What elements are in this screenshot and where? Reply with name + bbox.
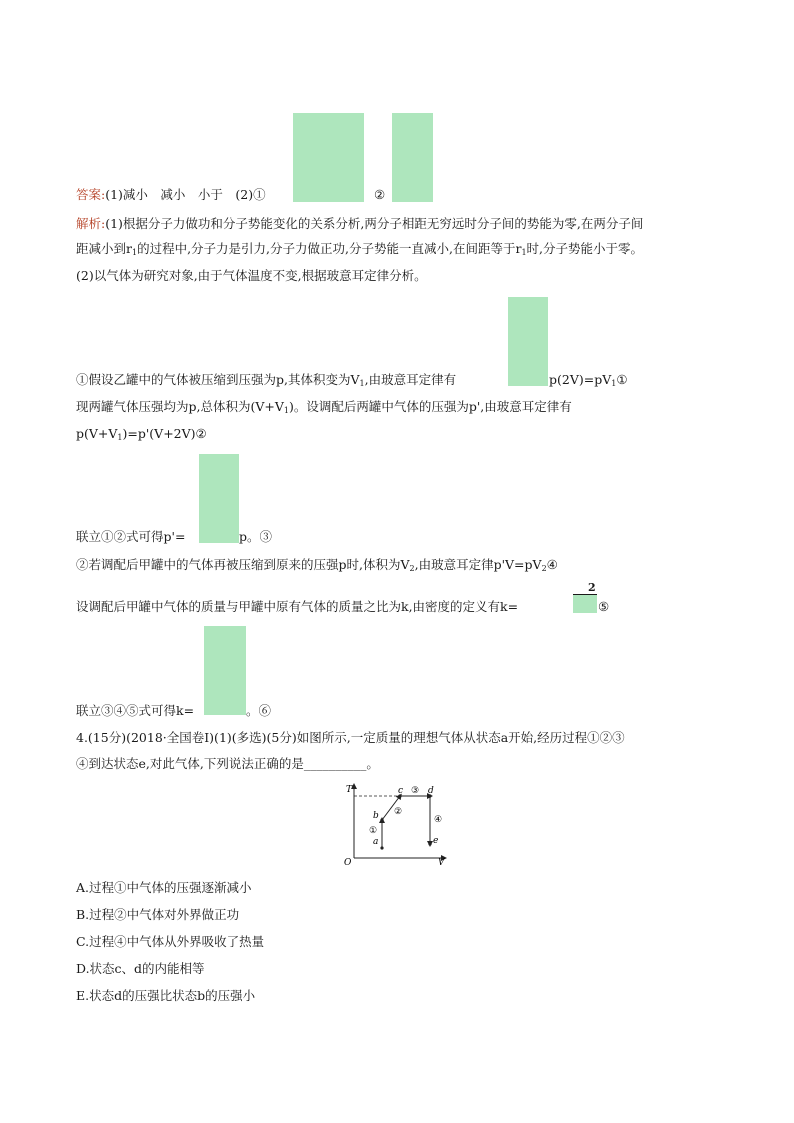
fraction-bar — [573, 594, 597, 595]
formula-image-4 — [199, 454, 239, 543]
option-d: D.状态c、d的内能相等 — [76, 961, 205, 976]
step-4: 联立①②式可得p'= — [76, 529, 186, 544]
step-7-tail: 。⑥ — [246, 703, 272, 718]
question-line-2: ④到达状态e,对此气体,下列说法正确的是__________。 — [76, 756, 379, 771]
step-7: 联立③④⑤式可得k= — [76, 703, 195, 718]
answer-label: 答案: — [76, 187, 106, 202]
answer-line — [76, 187, 266, 203]
answer-text: (1)减小 减小 小于 (2)① — [105, 187, 266, 202]
formula-image-5 — [573, 594, 597, 613]
formula-image-3 — [508, 297, 548, 386]
label-process-4: ④ — [434, 815, 443, 825]
step-6-tail: ⑤ — [598, 599, 610, 614]
formula-image-6 — [204, 626, 246, 715]
point-e: e — [433, 836, 439, 846]
answer-second-mark: ② — [374, 187, 386, 202]
step-1-tail: $p(2V)=pV_1①$ — [549, 372, 628, 388]
option-b: B.过程②中气体对外界做正功 — [76, 907, 240, 922]
step-4-tail: p。③ — [239, 529, 273, 544]
tv-diagram — [340, 782, 450, 866]
label-process-2: ② — [394, 807, 403, 817]
option-c: C.过程④中气体从外界吸收了热量 — [76, 934, 265, 949]
analysis-label: 解析: — [76, 216, 106, 231]
step-5: ②若调配后甲罐中的气体再被压缩到原来的压强p时,体积为$V_2$,由玻意耳定律$p'V=pV_2④$ — [76, 557, 558, 573]
origin-label: O — [344, 858, 352, 866]
point-a: a — [373, 837, 379, 847]
step-3: $p(V+V_1)=p'(V+2V)②$ — [76, 426, 207, 442]
question-line-1: 4.(15分)(2018·全国卷Ⅰ)(1)(多选)(5分)如图所示,一定质量的理想气体从状态a开始,经历过程①②③ — [76, 730, 625, 745]
axis-x-label: V — [438, 858, 445, 866]
point-b: b — [373, 811, 379, 821]
analysis-line-2: 距减小到$r_1$的过程中,分子力是引力,分子力做正功,分子势能一直减小,在间距等于$r_1$时,分子势能小于零。 — [76, 241, 644, 257]
analysis-line-3: (2)以气体为研究对象,由于气体温度不变,根据玻意耳定律分析。 — [76, 268, 427, 283]
axis-y-label: T — [346, 785, 353, 795]
formula-image-1 — [293, 113, 364, 202]
label-process-3: ③ — [411, 786, 420, 796]
point-c: c — [398, 786, 404, 796]
step-1: ①假设乙罐中的气体被压缩到压强为p,其体积变为$V_1$,由玻意耳定律有 — [76, 372, 457, 388]
point-d: d — [428, 786, 434, 796]
option-e: E.状态d的压强比状态b的压强小 — [76, 988, 256, 1003]
label-process-1: ① — [369, 826, 378, 836]
step-6: 设调配后甲罐中气体的质量与甲罐中原有气体的质量之比为k,由密度的定义有k= — [76, 599, 519, 614]
analysis-line-1: 解析:(1)根据分子力做功和分子势能变化的关系分析,两分子相距无穷远时分子间的势能为零,在两分子间 — [76, 216, 644, 231]
fraction-numerator: 2 — [588, 581, 596, 594]
option-a: A.过程①中气体的压强逐渐减小 — [76, 880, 252, 895]
formula-image-2 — [392, 113, 433, 202]
step-2: 现两罐气体压强均为p,总体积为$(V+V_1)$。设调配后两罐中气体的压强为p',由玻意耳定律有 — [76, 399, 572, 415]
